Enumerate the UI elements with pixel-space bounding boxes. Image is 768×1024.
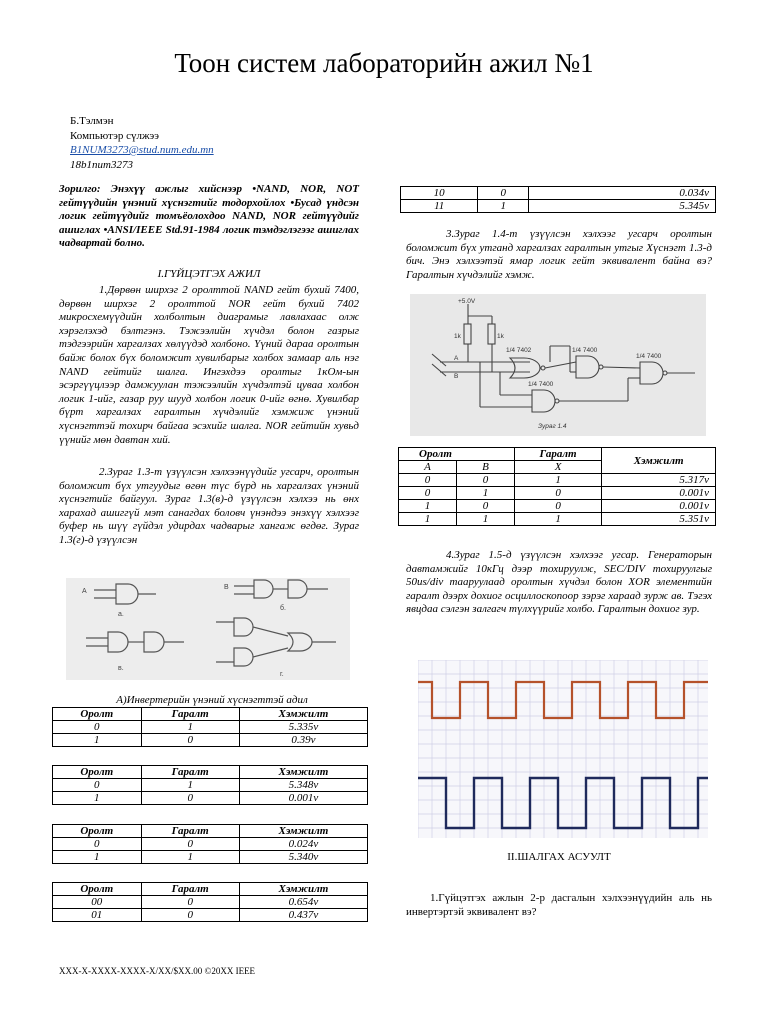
table-row [401, 187, 716, 200]
table-cell: 1 [53, 792, 142, 805]
table-row [53, 909, 368, 922]
table-header: Хэмжилт [602, 448, 716, 474]
fig14-r2-label: 1k [497, 333, 504, 340]
table-row [53, 721, 368, 734]
question-1: 1.Гүйцэтгэх ажлын 2-р дасгалын хэлхээнүүдийн аль нь инвертэртэй эквивалент вэ? [406, 892, 712, 918]
figure-1-3-schematic [66, 578, 350, 680]
table-a [52, 707, 368, 747]
table-cell: 0 [53, 721, 142, 734]
table-cell: 0 [399, 487, 457, 500]
paragraph-3: 3.Зураг 1.4-т үзүүлсэн хэлхээг угсарч оролтын боломжит бүх утганд харгалзах гаралтын утгыг Хүснэгт 1.3-д бич. Энэ хэлхээтэй ямар логик гейт эквивалент байна вэ? Гаралтын хүчдэлийг хэмж. [406, 228, 712, 281]
table-cell: 1 [514, 474, 601, 487]
table-cell: 0 [141, 838, 239, 851]
table-cell: 0 [478, 187, 529, 200]
table-a-caption: А)Инвертерийн үнэний хүснэгттэй адил [116, 694, 308, 706]
table-header: Гаралт [141, 766, 239, 779]
fig13-label-b-input: B [224, 584, 229, 591]
table-cell: 5.335v [239, 721, 367, 734]
fig14-r1-label: 1k [454, 333, 461, 340]
table-header: Хэмжилт [239, 825, 367, 838]
fig13-label-a: а. [118, 611, 124, 618]
paragraph-2: 2.Зураг 1.3-т үзүүлсэн хэлхээнүүдийг угсарч, оролтын боломжит бүх утгуудыг өгөн түс бүрд нь харгалзах үнэний хүснэгтийг байгуул. Зураг 1.3(в)-д үзүүлсэн хэлхээ нь өнх харахад ашиггүй мэт санагдах боловч үнэндээ энэхүү хэлхээг буфер нь шүү гүйдэл удирдах чадварыг хангаж өгдөг. Зураг 1.3(г)-д үзүүлсэн [59, 466, 359, 546]
page-title: Тоон систем лабораторийн ажил №1 [174, 48, 594, 78]
table-cell: 1 [141, 779, 239, 792]
table-b [52, 765, 368, 805]
table-row [53, 851, 368, 864]
table-cell: 0.024v [239, 838, 367, 851]
author-affiliation: Компьютэр сүлжээ [70, 129, 159, 142]
table-cell: 0 [141, 734, 239, 747]
table-header: Гаралт [514, 448, 601, 461]
table-header: Оролт [399, 448, 515, 461]
fig14-input-a-label: A [454, 355, 459, 362]
table-cell: 0 [514, 500, 601, 513]
table-row [53, 734, 368, 747]
table-cell: 0 [53, 779, 142, 792]
fig13-label-a-input: A [82, 588, 87, 595]
abstract: Зорилго: Энэхүү ажлыг хийснээр •NAND, NOR, NOT гейтүүдийн үнэний хүснэгтийг тодорхойлох •Бусад үндсэн логик гейтүүдийг томъёолохдоо NAND, NOR гейтүүдийг ашиглах •ANSI/IEEE Std.91-1984 логик тэмдэглэгээг ашиглах чадвартай болно. [59, 183, 359, 250]
paragraph-1: 1.Дөрвөн ширхэг 2 оролттой NAND гейт бухий 7400, дөрвөн ширхэг 2 оролттой NOR гейт бухий 7402 микросхемүүдийн холболтын диаграмыг лавлахаас олж хэрэглэхэд бэлтгэнэ. Тэжээлийн хүчдэл болон газрыг тэдгээрийн харгалзах хөлүүдэд холбоно. Үүний дараа оролтын байж болох бүх боломжит хувилбарыг холбох замаар аль нэг NAND гейтийг шалга. Ингэхдээ оролтыг 1кОм-ын эсэргүүцлээр дамжуулан тэжээлийн хүчдэлтэй цуваа холбон логик 1-ийг, газар руу шууд холбон логик 0-ийг өгнө. Хувилбар бүрт харгалзах гаралтын хүчдэлийг хэмжиж үнэний хүснэгттэй тохирч байгаа эсэхийг шалга. NOR гейтийн хувьд үүнийг мөн давтан хий. [59, 284, 359, 446]
table-row [399, 513, 716, 526]
fig13-label-g: г. [280, 671, 284, 678]
table-1-4 [398, 447, 716, 526]
table-subheader: X [514, 461, 601, 474]
table-cell: 0.001v [602, 500, 716, 513]
fig14-gate-label: 1/4 7400 [636, 353, 662, 360]
table-cell: 5.351v [602, 513, 716, 526]
fig14-vcc-label: +5.0V [458, 298, 476, 305]
table-cell: 1 [141, 721, 239, 734]
table-cell: 1 [514, 513, 601, 526]
table-row [53, 792, 368, 805]
table-header: Хэмжилт [239, 708, 367, 721]
fig14-caption: Зураг 1.4 [538, 423, 567, 430]
table-cell: 01 [53, 909, 142, 922]
table-cell: 1 [399, 513, 457, 526]
table-cell: 0.001v [602, 487, 716, 500]
table-cell: 0.654v [239, 896, 367, 909]
fig14-gate-label: 1/4 7400 [528, 381, 554, 388]
table-cell: 0.39v [239, 734, 367, 747]
table-cell: 10 [401, 187, 478, 200]
oscilloscope-waveform [418, 660, 708, 838]
table-cell: 1 [456, 487, 514, 500]
table-cell: 1 [456, 513, 514, 526]
table-g [52, 882, 368, 922]
table-header: Оролт [53, 708, 142, 721]
table-cell: 5.345v [529, 200, 716, 213]
table-cell: 0 [456, 500, 514, 513]
author-name: Б.Тэлмэн [70, 115, 114, 127]
table-cell: 0 [456, 474, 514, 487]
fig13-label-v: в. [118, 665, 124, 672]
table-header: Гаралт [141, 708, 239, 721]
table-cell: 0.034v [529, 187, 716, 200]
table-cell: 0 [399, 474, 457, 487]
fig13-label-b: б. [280, 605, 286, 612]
table-v [52, 824, 368, 864]
table-cell: 5.348v [239, 779, 367, 792]
footer-copyright: XXX-X-XXXX-XXXX-X/XX/$XX.00 ©20XX IEEE [59, 966, 256, 976]
table-subheader: B [456, 461, 514, 474]
table-g-continued [400, 186, 716, 213]
table-cell: 11 [401, 200, 478, 213]
table-row [53, 838, 368, 851]
table-cell: 0 [141, 909, 239, 922]
table-cell: 0.437v [239, 909, 367, 922]
table-row [399, 474, 716, 487]
author-block [70, 114, 214, 172]
table-header: Оролт [53, 766, 142, 779]
table-cell: 1 [399, 500, 457, 513]
table-cell: 1 [53, 734, 142, 747]
table-cell: 00 [53, 896, 142, 909]
table-cell: 0 [514, 487, 601, 500]
table-header: Оролт [53, 883, 142, 896]
table-cell: 0 [141, 896, 239, 909]
paragraph-4: 4.Зураг 1.5-д үзүүлсэн хэлхээг угсар. Генераторын давтамжийг 10кГц дээр тохируулж, SEC/DIV тохируулгыг 50us/div тааруулаад оролтын хүчдэл болон XOR элементийн гаралт дээрх дохиог осциллоскопоор зэрэг хараад зурж ав. Тэгэх явцдаа сэлгэн залгагч түлхүүрийг холбо. Гаралтын дохиог зур. [406, 549, 712, 616]
table-cell: 1 [478, 200, 529, 213]
fig14-input-b-label: B [454, 373, 459, 380]
section-2-title: II.ШАЛГАХ АСУУЛТ [507, 851, 611, 863]
table-cell: 0 [141, 792, 239, 805]
table-header: Гаралт [141, 825, 239, 838]
table-cell: 5.317v [602, 474, 716, 487]
author-email-link[interactable]: B1NUM3273@stud.num.edu.mn [70, 144, 214, 156]
figure-1-4-schematic [410, 294, 706, 436]
section-1-title: I.ГҮЙЦЭТГЭХ АЖИЛ [157, 268, 261, 280]
table-header: Гаралт [141, 883, 239, 896]
table-subheader: A [399, 461, 457, 474]
table-header: Оролт [53, 825, 142, 838]
table-header: Хэмжилт [239, 883, 367, 896]
table-cell: 0 [53, 838, 142, 851]
table-row [53, 779, 368, 792]
author-id: 18b1num3273 [70, 158, 133, 171]
table-row [399, 487, 716, 500]
fig14-gate-label: 1/4 7400 [572, 347, 598, 354]
table-cell: 1 [141, 851, 239, 864]
table-row [53, 896, 368, 909]
table-cell: 0.001v [239, 792, 367, 805]
table-cell: 5.340v [239, 851, 367, 864]
table-header: Хэмжилт [239, 766, 367, 779]
table-cell: 1 [53, 851, 142, 864]
fig14-gate-label: 1/4 7402 [506, 347, 532, 354]
table-row [399, 500, 716, 513]
table-row [401, 200, 716, 213]
